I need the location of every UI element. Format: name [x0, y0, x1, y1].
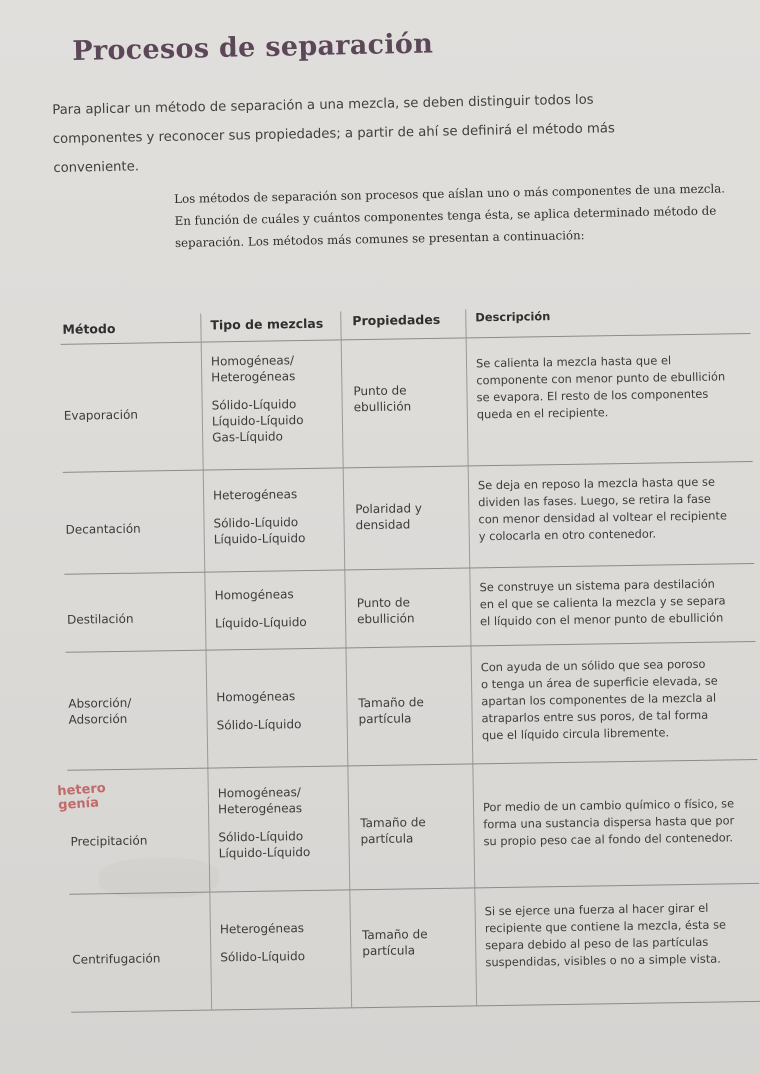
mix-line: Sólido-Líquido — [213, 515, 299, 531]
row-divider — [64, 563, 754, 575]
desc-line: suspendidas, visibles o no a simple vista. — [485, 951, 721, 970]
row-decantacion-description — [478, 473, 760, 546]
desc-line: se evapora. El resto de los componentes — [476, 386, 709, 405]
separation-methods-table — [50, 289, 750, 970]
row-absorcion-mix-type — [216, 688, 301, 733]
row-absorcion-properties — [358, 694, 424, 727]
row-destilacion-properties — [357, 594, 415, 627]
header-description: Descripción — [475, 309, 551, 325]
row-precipitacion-properties — [360, 814, 426, 847]
desc-line: queda en el recipiente. — [476, 405, 609, 422]
prop-line: ebullición — [356, 611, 415, 627]
row-destilacion-method: Destilación — [66, 611, 134, 627]
header-mix-type: Tipo de mezclas — [210, 315, 324, 333]
prop-line: partícula — [360, 831, 414, 847]
column-divider — [465, 309, 477, 1005]
desc-line: Se calienta la mezcla hasta que el — [475, 353, 672, 371]
prop-line: Polaridad y — [355, 501, 423, 517]
header-divider — [61, 333, 751, 345]
desc-line: Por medio de un cambio químico o físico, se — [482, 796, 735, 815]
column-divider — [340, 311, 352, 1007]
row-destilacion-description — [479, 575, 760, 631]
mix-line: Homogéneas/ — [210, 353, 295, 369]
mix-line: Gas-Líquido — [212, 429, 284, 445]
header-properties: Propiedades — [352, 311, 441, 329]
prop-line: Tamaño de — [360, 815, 426, 831]
mix-line: Líquido-Líquido — [211, 413, 304, 429]
table-bottom-border — [71, 1001, 760, 1013]
mix-line: Homogéneas — [216, 689, 296, 705]
mix-line: Líquido-Líquido — [213, 531, 306, 547]
row-evaporacion-description — [476, 351, 760, 424]
desc-line: atraparlos entre sus poros, de tal forma — [481, 707, 709, 726]
desc-line: dividen las fases. Luego, se retira la fase — [478, 491, 711, 510]
prop-line: densidad — [355, 517, 411, 533]
desc-line: Se construye un sistema para destilación — [479, 576, 715, 595]
desc-line: Si se ejerce una fuerza al hacer girar el — [484, 900, 709, 919]
row-evaporacion-mix-type — [211, 352, 304, 445]
mix-line: Sólido-Líquido — [218, 829, 304, 845]
prop-line: Punto de — [353, 383, 407, 399]
paper-smudge — [99, 857, 220, 899]
desc-line: que el líquido circula libremente. — [481, 725, 670, 743]
header-method: Método — [62, 320, 116, 337]
desc-line: Se deja en reposo la mezcla hasta que se — [477, 474, 716, 493]
handwritten-note: hetero genía — [56, 780, 107, 814]
description-paragraph: Los métodos de separación son procesos que aíslan uno o más componentes de una mezcla. En función de cuáles y cuántos componentes tenga ésta, se aplica determinado método de separación. Los métodos más comunes se presentan a continuación: — [174, 181, 726, 250]
mix-line: Sólido-Líquido — [211, 397, 297, 413]
desc-line: el líquido con el menor punto de ebullición — [479, 610, 724, 629]
page-title: Procesos de separación — [72, 28, 434, 67]
row-decantacion-mix-type — [213, 486, 306, 547]
desc-line: forma una sustancia dispersa hasta que por — [483, 813, 735, 832]
desc-line: y colocarla en otro contenedor. — [478, 526, 657, 544]
row-divider — [67, 759, 757, 771]
row-evaporacion-method: Evaporación — [63, 407, 139, 423]
column-divider — [200, 314, 212, 1010]
row-decantacion-properties — [355, 500, 422, 533]
mix-line: Heterogéneas — [211, 369, 296, 385]
desc-line: Con ayuda de un sólido que sea poroso — [480, 656, 706, 675]
prop-line: partícula — [358, 711, 412, 727]
row-precipitacion-method: Precipitación — [70, 833, 148, 849]
desc-line: componente con menor punto de ebullición — [476, 369, 726, 388]
mix-line: Heterogéneas — [212, 487, 298, 503]
desc-line: en el que se calienta la mezcla y se separa — [479, 593, 726, 612]
row-divider — [66, 641, 756, 653]
row-centrifugacion-description — [485, 899, 760, 972]
mix-line: Líquido-Líquido — [218, 844, 311, 861]
row-centrifugacion-properties — [362, 926, 428, 959]
row-precipitacion-description — [483, 795, 760, 851]
prop-line: Punto de — [356, 595, 411, 611]
desc-line: su propio peso cae al fondo del contenedor. — [483, 830, 734, 849]
row-divider — [63, 461, 753, 473]
row-evaporacion-properties — [353, 382, 411, 415]
prop-line: Tamaño de — [361, 927, 428, 943]
desc-line: con menor densidad al voltear el recipiente — [478, 508, 728, 527]
row-absorcion-method: Absorción/ Adsorción — [68, 695, 132, 727]
row-destilacion-mix-type — [215, 586, 307, 631]
mix-line: Líquido-Líquido — [214, 615, 307, 631]
mix-line: Sólido-Líquido — [216, 717, 302, 733]
desc-line: o tenga un área de superficie elevada, se — [480, 673, 718, 692]
row-decantacion-method: Decantación — [65, 521, 141, 537]
mix-line: Homogéneas/ — [217, 785, 301, 801]
intro-paragraph: Para aplicar un método de separación a una mezcla, se deben distinguir todos los componentes y reconocer sus propiedades; a partir de ahí se definirá el método más conveniente. — [52, 92, 615, 176]
row-centrifugacion-method: Centrifugación — [72, 951, 161, 967]
mix-line: Heterogéneas — [219, 921, 305, 937]
desc-line: recipiente que contiene la mezcla, ésta se — [484, 917, 727, 936]
prop-line: Tamaño de — [358, 695, 424, 711]
prop-line: partícula — [362, 943, 416, 959]
desc-line: separa debido al peso de las partículas — [485, 934, 709, 953]
mix-line: Sólido-Líquido — [220, 949, 306, 965]
mix-line: Heterogéneas — [217, 801, 303, 817]
row-precipitacion-mix-type — [218, 784, 311, 861]
row-absorcion-description — [481, 655, 760, 745]
row-centrifugacion-mix-type — [220, 920, 305, 965]
mix-line: Homogéneas — [214, 587, 294, 603]
desc-line: apartan los componentes de la mezcla al — [481, 690, 717, 709]
prop-line: ebullición — [353, 399, 412, 415]
